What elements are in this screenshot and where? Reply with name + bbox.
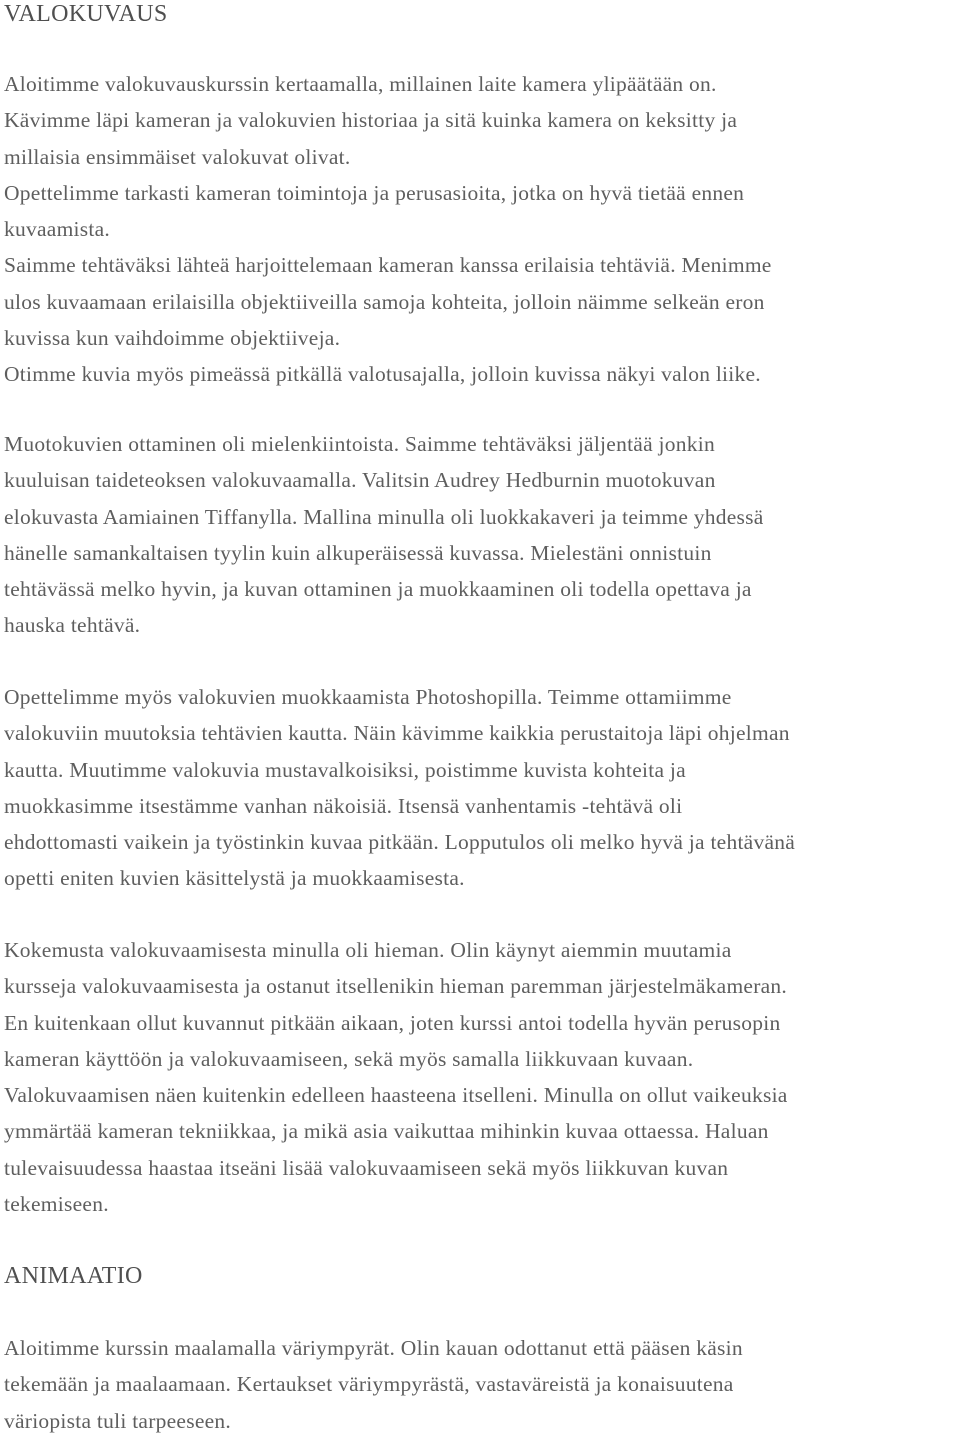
text-line: kuvissa kun vaihdoimme objektiiveja. <box>4 326 341 351</box>
text-line: tehtävässä melko hyvin, ja kuvan ottaminen ja muokkaaminen oli todella opettava ja <box>4 577 752 602</box>
text-line: Opettelimme tarkasti kameran toimintoja ja perusasioita, jotka on hyvä tietää ennen <box>4 180 745 205</box>
paragraph-color-wheel <box>4 1330 956 1439</box>
text-line: tulevaisuudessa haastaa itseäni lisää valokuvaamiseen sekä myös liikkuvan kuvan <box>4 1155 729 1180</box>
text-line: ymmärtää kameran tekniikkaa, ja mikä asia vaikuttaa mihinkin kuvaa ottaessa. Haluan <box>4 1119 769 1144</box>
text-line: Saimme tehtäväksi lähteä harjoittelemaan kameran kanssa erilaisia tehtäviä. Menimme <box>4 253 772 278</box>
text-line: kautta. Muutimme valokuvia mustavalkoisiksi, poistimme kuvista kohteita ja <box>4 757 686 782</box>
text-line: ulos kuvaamaan erilaisilla objektiiveilla samoja kohteita, jolloin näimme selkeän eron <box>4 289 765 314</box>
text-line: väriopista tuli tarpeeseen. <box>4 1408 232 1433</box>
text-line: opetti eniten kuvien käsittelystä ja muokkaamisesta. <box>4 866 465 891</box>
text-line: muokkasimme itsestämme vanhan näkoisiä. Itsensä vanhentamis -tehtävä oli <box>4 793 683 818</box>
text-line: kuuluisan taideteoksen valokuvaamalla. Valitsin Audrey Hedburnin muotokuvan <box>4 468 716 493</box>
paragraph-photoshop <box>4 679 956 897</box>
paragraph-portraits <box>4 426 956 644</box>
text-line: En kuitenkaan ollut kuvannut pitkään aikaan, joten kurssi antoi todella hyvän perusopin <box>4 1010 781 1035</box>
text-line: tekemään ja maalaamaan. Kertaukset väriympyrästä, vastaväreistä ja konaisuutena <box>4 1372 734 1397</box>
text-line: hänelle samankaltaisen tyylin kuin alkuperäisessä kuvassa. Mielestäni onnistuin <box>4 540 712 565</box>
section-heading-valokuvaus: VALOKUVAUS <box>4 1 168 27</box>
text-line: Muotokuvien ottaminen oli mielenkiintoista. Saimme tehtäväksi jäljentää jonkin <box>4 432 715 456</box>
text-line: kuvaamista. <box>4 217 111 242</box>
text-line: Kokemusta valokuvaamisesta minulla oli hieman. Olin käynyt aiemmin muutamia <box>4 938 732 962</box>
text-line: tekemiseen. <box>4 1192 109 1217</box>
text-line: hauska tehtävä. <box>4 613 141 638</box>
text-line: Kävimme läpi kameran ja valokuvien historiaa ja sitä kuinka kamera on keksitty ja <box>4 108 738 133</box>
text-line: Otimme kuvia myös pimeässä pitkällä valotusajalla, jolloin kuvissa näkyi valon liike. <box>4 362 761 387</box>
text-line: Opettelimme myös valokuvien muokkaamista Photoshopilla. Teimme ottamiimme <box>4 685 732 709</box>
text-line: kameran käyttöön ja valokuvaamiseen, sekä myös samalla liikkuvaan kuvaan. <box>4 1046 694 1071</box>
text-line: valokuviin muutoksia tehtävien kautta. Näin kävimme kaikkia perustaitoja läpi ohjelman <box>4 721 790 746</box>
text-line: millaisia ensimmäiset valokuvat olivat. <box>4 144 351 169</box>
text-line: Valokuvaamisen näen kuitenkin edelleen haasteena itselleni. Minulla on ollut vaikeuksia <box>4 1083 788 1108</box>
section-heading-animaatio: ANIMAATIO <box>4 1263 143 1289</box>
text-line: Aloitimme valokuvauskurssin kertaamalla, millainen laite kamera ylipäätään on. <box>4 72 717 96</box>
text-line: ehdottomasti vaikein ja työstinkin kuvaa pitkään. Lopputulos oli melko hyvä ja tehtävänä <box>4 830 796 855</box>
text-line: elokuvasta Aamiainen Tiffanylla. Mallina minulla oli luokkakaveri ja teimme yhdessä <box>4 504 764 529</box>
paragraph-experience <box>4 932 956 1222</box>
text-line: Aloitimme kurssin maalamalla väriympyrät. Olin kauan odottanut että pääsen käsin <box>4 1336 743 1360</box>
paragraph-course-intro <box>4 66 956 393</box>
text-line: kursseja valokuvaamisesta ja ostanut itsellenikin hieman paremman järjestelmäkameran. <box>4 974 788 999</box>
